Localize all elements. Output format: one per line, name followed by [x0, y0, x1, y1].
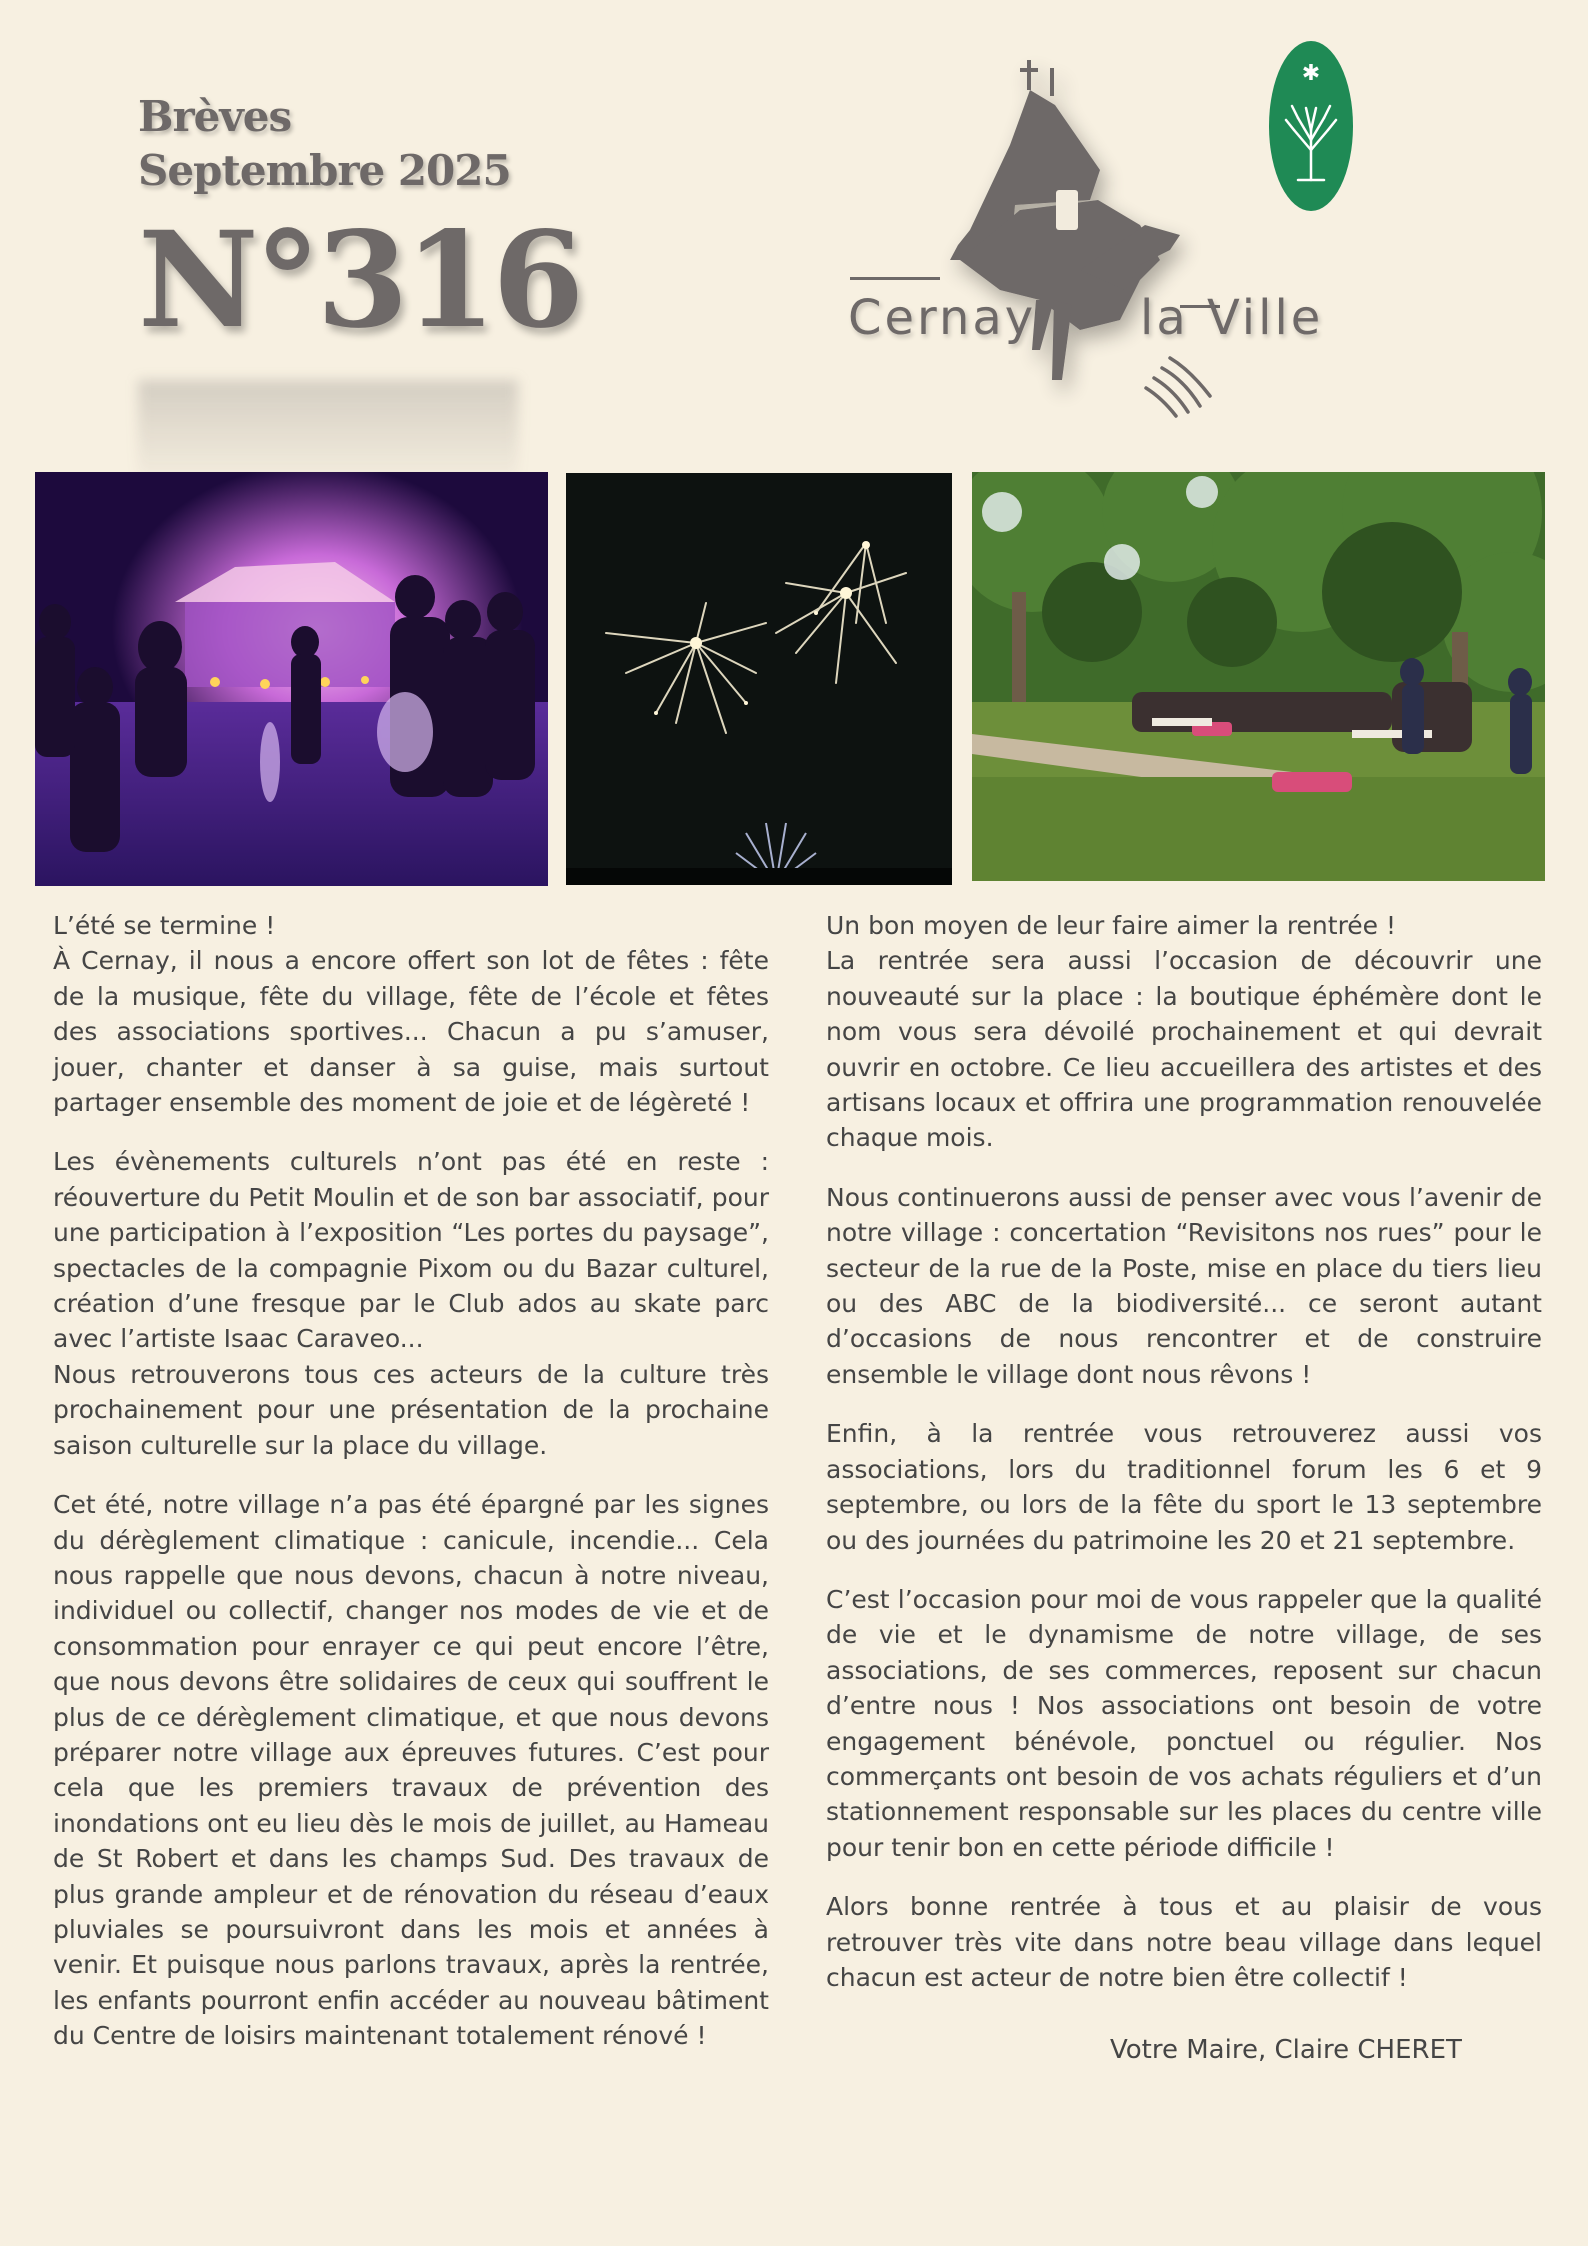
tree-emblem-icon	[1268, 40, 1354, 212]
night-concert-photo	[35, 472, 548, 886]
paragraph: Un bon moyen de leur faire aimer la rentrée !	[826, 911, 1397, 940]
logo-right-word: la Ville	[1140, 290, 1324, 346]
paragraph: Alors bonne rentrée à tous et au plaisir de vous retrouver très vite dans notre beau village dans lequel chacun est acteur de notre bien être collectif !	[826, 1892, 1542, 1992]
masthead	[138, 90, 581, 410]
issue-date: Septembre 2025	[138, 146, 511, 195]
paragraph: Nous continuerons aussi de penser avec vous l’avenir de notre village : concertation “Revisitons nos rues” pour le secteur de la rue de la Poste, mise en place du tiers lieu ou des ABC de la biodiversité... ce seront autant d’occasions de nous rencontrer et de construire ensemble le village dont nous rêvons !	[826, 1182, 1542, 1389]
paragraph: Les évènements culturels n’ont pas été en reste : réouverture du Petit Moulin et de son bar associatif, pour une participation à l’exposition “Les portes du paysage”, spectacles de la compagnie Pixom ou du Bazar culturel, création d’une fresque par le Club ados au skate parc avec l’artiste Isaac Caraveo...	[53, 1147, 769, 1354]
right-text-column	[826, 908, 1542, 2019]
paragraph: À Cernay, il nous a encore offert son lot de fêtes : fête de la musique, fête du village, fête de l’école et fêtes des associations sportives... Chacun a pu s’amuser, jouer, chanter et danser à sa guise, mais surtout partager ensemble des moment de joie et de légèreté !	[53, 946, 769, 1118]
paragraph: Nous retrouverons tous ces acteurs de la culture très prochainement pour une présentation de la prochaine saison culturelle sur la place du village.	[53, 1359, 769, 1460]
paragraph: L’été se termine !	[53, 911, 276, 940]
paragraph: La rentrée sera aussi l’occasion de découvrir une nouveauté sur la place : la boutique éphémère dont le nom vous sera dévoilé prochainement et qui devrait ouvrir en octobre. Ce lieu accueillera des artistes et des artisans locaux et offrira une programmation renouvelée chaque mois.	[826, 946, 1542, 1153]
logo-left-word: Cernay	[848, 290, 1037, 346]
fireworks-photo	[566, 473, 952, 885]
issue-number: N°316	[138, 203, 581, 358]
svg-text:✱: ✱	[1301, 61, 1321, 86]
left-text-column	[53, 908, 769, 2078]
park-picnic-photo	[972, 472, 1545, 881]
paragraph: Cet été, notre village n’a pas été épargné par les signes du dérèglement climatique : canicule, incendie... Cela nous rappelle que nous devons, chacun à notre niveau, individuel ou collectif, changer nos modes de vie et de consommation pour enrayer ce qui peut encore l’être, que nous devons être solidaires de ceux qui souffrent le plus de ce dérèglement climatique, et que nous devons préparer notre village aux épreuves futures. C’est pour cela que les premiers travaux de prévention des inondations ont eu lieu dès le mois de juillet, au Hameau de St Robert et dans les champs Sud. Des travaux de plus grande ampleur et de rénovation du réseau d’eaux pluviales se poursuivront dans les mois et années à venir. Et puisque nous parlons travaux, après la rentrée, les enfants pourront enfin accéder au nouveau bâtiment du Centre de loisirs maintenant totalement rénové !	[53, 1490, 769, 2051]
paragraph: C’est l’occasion pour moi de vous rappeler que la qualité de vie et le dynamisme de notre village, de ses associations, de ses commerces, reposent sur chacun d’entre nous ! Nos associations ont besoin de votre engagement bénévole, ponctuel ou régulier. Nos commerçants ont besoin de vos achats réguliers et d’un stationnement responsable sur les places du centre ville pour tenir bon en cette période difficile !	[826, 1584, 1542, 1862]
paragraph: Enfin, à la rentrée vous retrouverez aussi vos associations, lors du traditionnel forum les 6 et 9 septembre, ou lors de la fête du sport le 13 septembre ou des journées du patrimoine les 20 et 21 septembre.	[826, 1419, 1542, 1555]
mayor-signature: Votre Maire, Claire CHERET	[1110, 2035, 1462, 2065]
series-title: Brèves	[138, 92, 292, 141]
